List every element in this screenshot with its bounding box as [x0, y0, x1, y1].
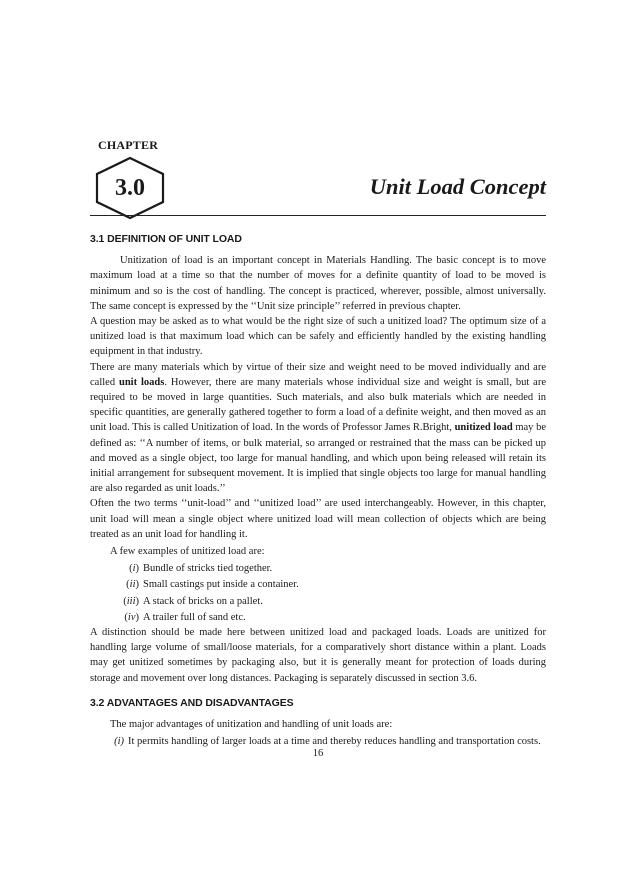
list-item: (ii) Small castings put inside a container.	[126, 579, 299, 591]
chapter-title: Unit Load Concept	[369, 174, 546, 199]
list-item: (i) It permits handling of larger loads at a time and thereby reduces handling and transportation costs.	[114, 736, 541, 748]
paragraph: Often the two terms ‘‘unit-load’’ and ‘‘unitized load’’ are used interchangeably. However, in this chapter, unit load will mean a single object where unitized load will mean collection of objects which are being treated as an unit load for handling it.	[90, 498, 546, 540]
paragraph: A question may be asked as to what would be the right size of such a unitized load? The optimum size of a unitized load is that maximum load which can be safely and efficiently handled by the existing handling equipment in that industry.	[90, 316, 546, 358]
term-unit-loads: unit loads	[118, 376, 165, 388]
section-heading-3-2: 3.2 ADVANTAGES AND DISADVANTAGES	[90, 696, 294, 709]
body-text	[90, 232, 546, 750]
term-unitized-load: unitized load	[454, 422, 513, 434]
list-item: (iv) A trailer full of sand etc.	[124, 611, 246, 623]
chapter-number-hexagon	[94, 156, 166, 220]
examples-list	[90, 561, 546, 625]
paragraph: There are many materials which by virtue of their size and weight need to be moved individually and are called unit loads. However, there are many materials whose individual size and weight is small, but are required to be moved in large quantities. Such materials, and also bulk materials which are needed in specific quantities, are generally gathered together to form a load of a definite weight, and then moved as an unit load. This is called Unitization of load. In the words of Professor James R.Bright, unitized load may be defined as: ‘‘A number of items, or bulk material, so arranged or restrained that the mass can be picked up and moved as a single object, too large for manual handling, and which upon being released will retain its initial arrangement for subsequent movement. It is implied that single objects too large for manual handling are also regarded as unit loads.’’	[90, 361, 546, 495]
paragraph: A distinction should be made here between unitized load and packaged loads. Loads are unitized for handling large volume of small/loose materials, for a comparatively short distance within a plant. Loads may get unitized sometimes by packaging also, but it is generally meant for protection of loads during storage and movement over long distances. Packaging is separately discussed in section 3.6.	[90, 627, 546, 684]
list-item: (i) Bundle of stricks tied together.	[129, 563, 273, 575]
paragraph: Unitization of load is an important concept in Materials Handling. The basic concept is to move maximum load at a time so that the number of moves for a definite quantity of load to be moved is minimum and so is the cost of handling. The concept is practiced, wherever, possible, almost universally. The same concept is expressed by the ‘‘Unit size principle’’ referred in previous chapter.	[90, 255, 546, 312]
examples-intro: A few examples of unitized load are:	[110, 546, 265, 558]
section-heading-3-1: 3.1 DEFINITION OF UNIT LOAD	[90, 233, 242, 245]
chapter-number: 3.0	[115, 174, 145, 201]
paragraph: The major advantages of unitization and handling of unit loads are:	[110, 719, 393, 731]
document-page	[90, 0, 546, 878]
chapter-divider	[90, 215, 546, 216]
page-number: 16	[312, 748, 324, 759]
chapter-label: CHAPTER	[98, 138, 159, 152]
list-item: (iii) A stack of bricks on a pallet.	[123, 595, 263, 607]
